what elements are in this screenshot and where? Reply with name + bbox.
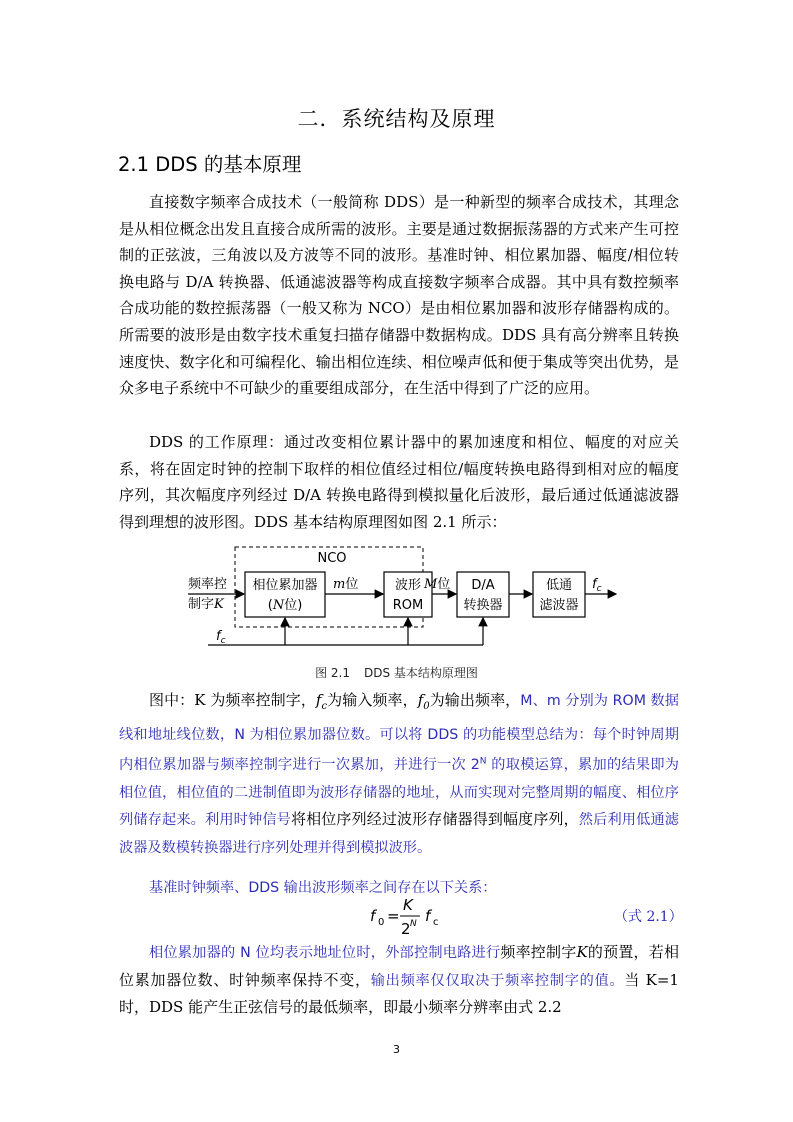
phase-accumulator-label: 相位累加器 xyxy=(252,578,318,593)
figure-caption-text: DDS 基本结构原理图 xyxy=(363,666,478,680)
da-converter-label-line1: D/A xyxy=(471,578,495,593)
dds-block-diagram xyxy=(180,545,620,650)
chapter-title: 二．系统结构及原理 xyxy=(297,107,496,131)
waveform-rom-label-line2: ROM xyxy=(392,598,424,613)
figure-number: 图 2.1 xyxy=(315,666,350,680)
paragraph-working-principle: DDS 的工作原理：通过改变相位累计器中的累加速度和相位、幅度的对应关系，将在固定时钟的控制下取样的相位值经过相位/幅度转换电路得到相对应的幅度序列，其次幅度序列经过 D/A 转换电路得到模拟量化后波形，最后通过低通滤波器得到理想的波形图。DDS 基本结构原理图如图 2.1 所示： xyxy=(119,433,679,531)
low-pass-filter-label-line2: 滤波器 xyxy=(539,598,579,613)
paragraph-dds-intro: 直接数字频率合成技术（一般简称 DDS）是一种新型的频率合成技术，其理念是从相位概念出发且直接合成所需的波形。主要是通过数据振荡器的方式来产生可控制的正弦波，三角波以及方波等不同的波形。基准时钟、相位累加器、幅度/相位转换电路与 D/A 转换器、低通滤波器等构成直接数字频率合成器。其中具有数控频率合成功能的数控振荡器（一般又称为 NCO）是由相位累加器和波形存储器构成的。所需要的波形是由数字技术重复扫描存储器中数据构成。DDS 具有高分辨率且转换速度快、数字化和可编程化、输出相位连续、相位噪声低和便于集成等突出优势，是众多电子系统中不可缺少的重要组成部分，在生活中得到了广泛的应用。 xyxy=(119,193,679,398)
M-bits-label: M位 xyxy=(424,577,451,592)
figure-caption xyxy=(0,664,793,681)
output-label: $f_c$ xyxy=(592,577,602,594)
clock-label: $f_c$ xyxy=(216,629,226,646)
svg-text:f: f xyxy=(370,907,376,925)
svg-text:K: K xyxy=(403,896,413,914)
svg-text:2: 2 xyxy=(401,920,411,938)
equation-2-1 xyxy=(368,894,458,942)
page-number: 3 xyxy=(393,1043,400,1056)
low-pass-filter-label-line1: 低通 xyxy=(545,578,573,593)
svg-text:0: 0 xyxy=(378,917,385,928)
svg-text:=: = xyxy=(387,907,400,925)
svg-text:N: N xyxy=(410,919,417,929)
da-converter-label-line2: 转换器 xyxy=(463,598,503,613)
waveform-rom-label-line1: 波形 xyxy=(394,578,422,593)
paragraph-relation-intro: 基准时钟频率、DDS 输出波形频率之间存在以下关系： xyxy=(149,880,497,896)
paragraph-frequency-control: 相位累加器的 N 位均表示地址位时，外部控制电路进行频率控制字K的预置，若相位累加器位数、时钟频率保持不变，输出频率仅仅取决于频率控制字的值。当 K=1 时，DDS 能产生正弦信号的最低频率，即最小频率分辨率由式 2.2 xyxy=(119,943,679,1017)
nco-label: NCO xyxy=(317,551,347,566)
input-label-line1: 频率控 xyxy=(188,577,228,592)
equation-label: （式 2.1） xyxy=(614,909,683,925)
phase-accumulator-bits: (N位) xyxy=(267,598,303,613)
svg-text:f: f xyxy=(425,907,431,925)
m-bits-label: m位 xyxy=(333,577,359,592)
input-label-line2: 制字K xyxy=(188,597,224,612)
paragraph-diagram-explanation: 图中：K 为频率控制字，$f_c$为输入频率，$f_0$为输出频率，M、m 分别为 ROM 数据线和地址线位数，N 为相位累加器位数。可以将 DDS 的功能模型总结为：每个时钟周期内相位累加器与频率控制字进行一次累加，并进行一次 $2^N$ 的取模运算，累加的结果即为相位值，相位值的二进制值即为波形存储器的地址，从而实现对完整周期的幅度、相位序列储存起来。利用时钟信号将相位序列经过波形存储器得到幅度序列，然后利用低通滤波器及数模转换器进行序列处理并得到模拟波形。 xyxy=(119,691,679,856)
section-title: 2.1 DDS 的基本原理 xyxy=(118,153,302,176)
svg-text:c: c xyxy=(433,917,439,928)
